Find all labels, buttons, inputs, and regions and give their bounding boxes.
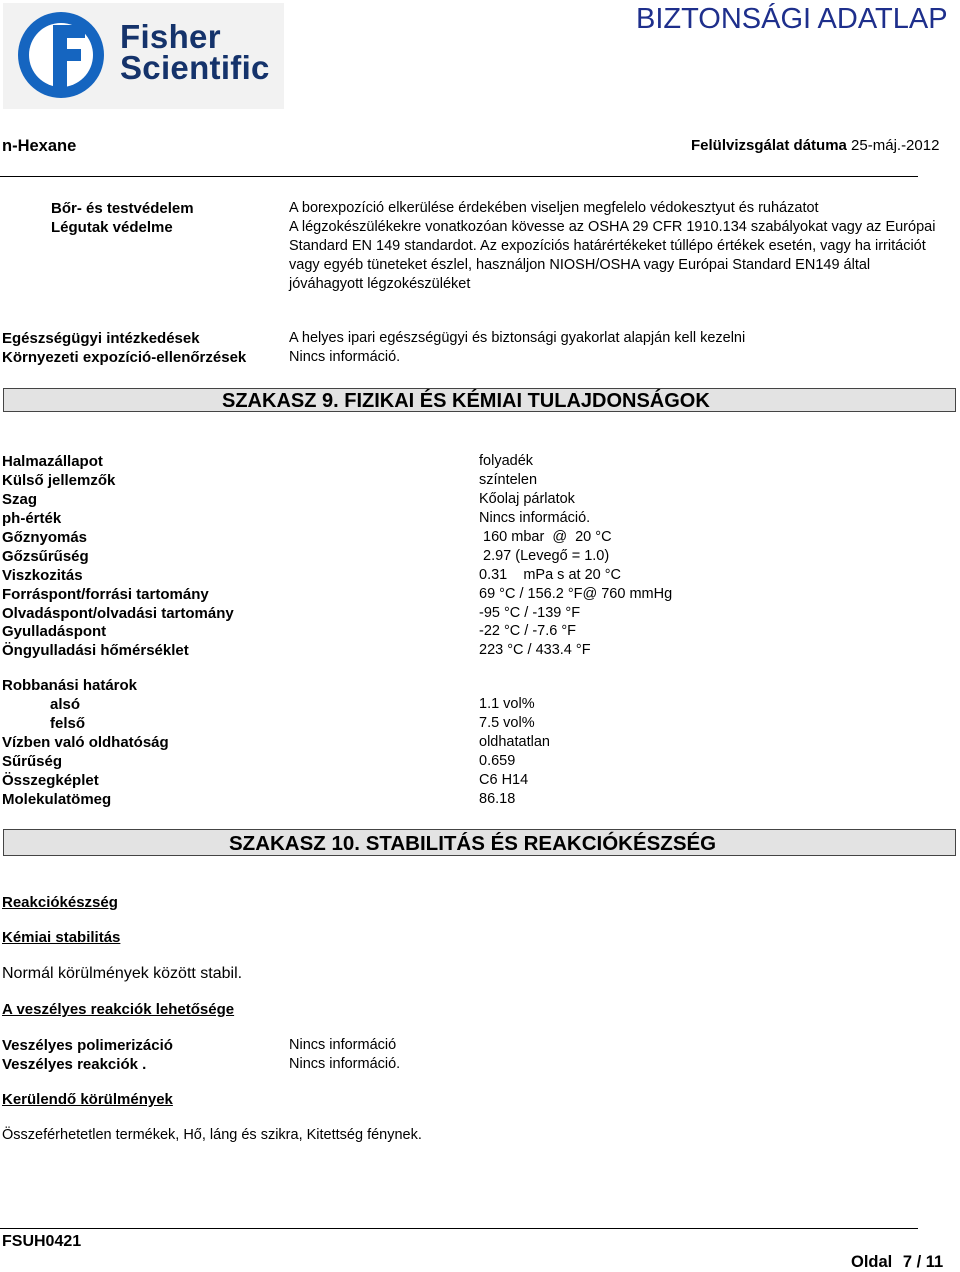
explosion-lower-label: alsó <box>50 696 81 713</box>
revision-value: 25-máj.-2012 <box>851 137 940 154</box>
skin-protection-text: A borexpozíció elkerülése érdekében viseljen megfelelo védokesztyut és ruházatot <box>289 200 819 216</box>
prop-label: Gőznyomás <box>2 529 88 546</box>
prop-label: Gyulladáspont <box>2 623 107 640</box>
prop-value: 2.97 (Levegő = 1.0) <box>479 548 610 564</box>
explosion-limits-label: Robbanási határok <box>2 677 138 694</box>
stability-heading: Kémiai stabilitás <box>2 929 121 946</box>
prop-label: Szag <box>2 491 38 508</box>
prop-label: ph-érték <box>2 510 62 527</box>
section-10-title: SZAKASZ 10. STABILITÁS ÉS REAKCIÓKÉSZSÉG <box>229 832 717 855</box>
conditions-to-avoid-heading: Kerülendő körülmények <box>2 1091 173 1108</box>
page-number: 7 / 11 <box>902 1253 944 1271</box>
section-9-title: SZAKASZ 9. FIZIKAI ÉS KÉMIAI TULAJDONSÁGOK <box>222 390 710 412</box>
page-indicator <box>851 1253 943 1272</box>
env-exposure-label: Környezeti expozíció-ellenőrzések <box>2 349 247 366</box>
prop-label: Molekulatömeg <box>2 791 112 808</box>
skin-protection-label: Bőr- és testvédelem <box>51 200 194 217</box>
explosion-lower-value: 1.1 vol% <box>479 696 535 712</box>
header-divider <box>0 176 918 177</box>
prop-value: színtelen <box>479 472 538 488</box>
explosion-upper-value: 7.5 vol% <box>479 715 535 731</box>
hygiene-value: A helyes ipari egészségügyi és biztonsági gyakorlat alapján kell kezelni <box>289 330 746 346</box>
prop-label: Külső jellemzők <box>2 472 116 489</box>
prop-value: C6 H14 <box>479 772 529 788</box>
reactivity-heading: Reakciókészség <box>2 894 118 911</box>
prop-value: -95 °C / -139 °F <box>479 605 581 621</box>
prop-value: -22 °C / -7.6 °F <box>479 623 577 639</box>
prop-value: 0.31 mPa s at 20 °C <box>479 567 622 583</box>
revision-date <box>691 137 939 154</box>
prop-label: Viszkozitás <box>2 567 83 584</box>
prop-value: Nincs információ. <box>479 510 591 526</box>
section-9-header <box>3 388 956 412</box>
respiratory-protection-label: Légutak védelme <box>51 219 173 236</box>
explosion-upper-label: felső <box>50 715 86 732</box>
section-10-header <box>3 829 956 856</box>
prop-label: Halmazállapot <box>2 453 103 470</box>
prop-value: folyadék <box>479 453 534 469</box>
polymerization-value: Nincs információ <box>289 1037 397 1053</box>
hazardous-reactions-heading: A veszélyes reakciók lehetősége <box>2 1001 235 1018</box>
document-title: BIZTONSÁGI ADATLAP <box>636 3 948 35</box>
prop-label: Forráspont/forrási tartomány <box>2 586 209 603</box>
fisher-logo-icon <box>13 7 109 103</box>
env-exposure-value: Nincs információ. <box>289 349 401 365</box>
document-code: FSUH0421 <box>2 1233 82 1250</box>
prop-value: 86.18 <box>479 791 516 807</box>
hygiene-label: Egészségügyi intézkedések <box>2 330 200 347</box>
prop-label: Sűrűség <box>2 753 63 770</box>
prop-label: Öngyulladási hőmérséklet <box>2 642 189 659</box>
prop-label: Olvadáspont/olvadási tartomány <box>2 605 234 622</box>
page-label: Oldal <box>851 1253 893 1271</box>
prop-value: 160 mbar @ 20 °C <box>479 529 612 545</box>
conditions-to-avoid-text: Összeférhetetlen termékek, Hő, láng és szikra, Kitettség fénynek. <box>2 1127 422 1143</box>
logo <box>3 3 284 109</box>
respiratory-protection-text: A légzokészülékekre vonatkozóan kövesse az OSHA 29 CFR 1910.134 szabályokat vagy az Európai Standard EN 149 standardot. Az expozíciós határértékeket túllépo értékek esetén, vagy ha irritációt vagy egyéb tüneteket észlel, használjon NIOSH/OSHA vagy Európai Standard EN149 által jóváhagyott légzokészüléket <box>289 219 936 292</box>
protection-text <box>289 199 944 294</box>
prop-value: oldhatatlan <box>479 734 550 750</box>
prop-value: Kőolaj párlatok <box>479 491 575 507</box>
revision-label: Felülvizsgálat dátuma <box>691 137 847 154</box>
hazardous-reactions-label: Veszélyes reakciók . <box>2 1056 147 1073</box>
footer-divider <box>0 1228 918 1229</box>
prop-label: Vízben való oldhatóság <box>2 734 169 751</box>
prop-value: 69 °C / 156.2 °F@ 760 mmHg <box>479 586 673 602</box>
product-name: n-Hexane <box>2 137 77 155</box>
prop-value: 223 °C / 433.4 °F <box>479 642 591 658</box>
stability-text: Normál körülmények között stabil. <box>2 965 243 982</box>
logo-wordmark: Fisher Scientific <box>120 18 270 86</box>
hazardous-reactions-value: Nincs információ. <box>289 1056 401 1072</box>
prop-label: Gőzsűrűség <box>2 548 89 565</box>
prop-value: 0.659 <box>479 753 516 769</box>
polymerization-label: Veszélyes polimerizáció <box>2 1037 173 1054</box>
prop-label: Összegképlet <box>2 772 99 789</box>
